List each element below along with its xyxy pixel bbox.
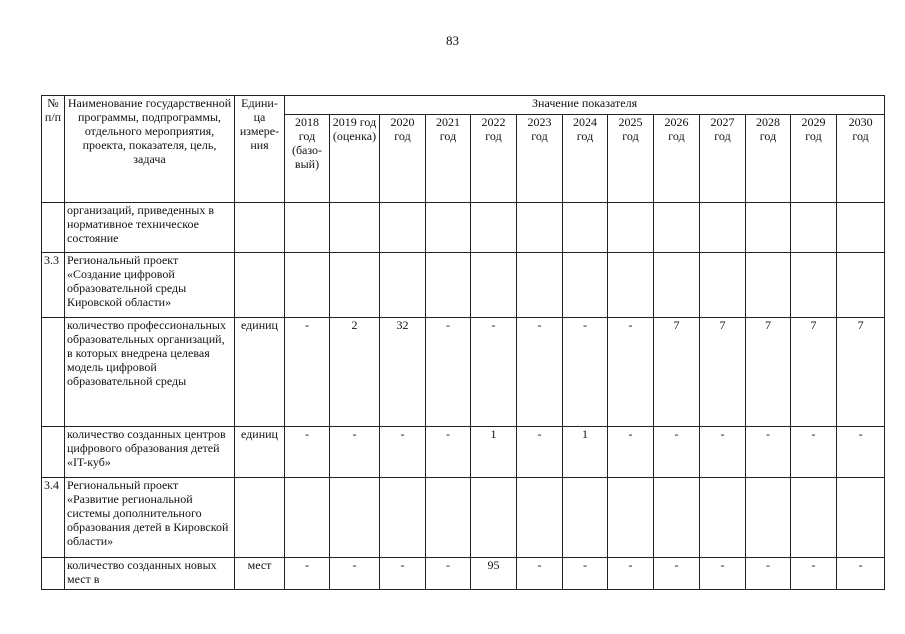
value-cell: - xyxy=(285,427,330,478)
row-unit: единиц xyxy=(235,318,285,427)
value-cell xyxy=(330,203,380,253)
value-cell xyxy=(700,478,746,558)
header-indicator-values: Значение показателя xyxy=(285,96,885,115)
value-cell xyxy=(285,478,330,558)
value-cell: 7 xyxy=(746,318,791,427)
value-cell: - xyxy=(330,427,380,478)
value-cell: - xyxy=(654,558,700,590)
value-cell: - xyxy=(517,427,563,478)
value-cell: 95 xyxy=(471,558,517,590)
value-cell: 1 xyxy=(563,427,608,478)
header-year: 2029 год xyxy=(791,115,837,203)
row-name: организаций, приведенных в нормативное техническое состояние xyxy=(65,203,235,253)
value-cell: - xyxy=(380,558,426,590)
header-year: 2018 год (базо-вый) xyxy=(285,115,330,203)
header-year: 2024 год xyxy=(563,115,608,203)
header-year: 2025 год xyxy=(608,115,654,203)
row-number xyxy=(42,318,65,427)
value-cell: 7 xyxy=(791,318,837,427)
value-cell xyxy=(285,203,330,253)
header-year: 2026 год xyxy=(654,115,700,203)
value-cell: - xyxy=(791,558,837,590)
value-cell xyxy=(791,203,837,253)
value-cell: 7 xyxy=(654,318,700,427)
value-cell: - xyxy=(285,558,330,590)
table-row xyxy=(42,318,885,427)
page-number: 83 xyxy=(446,33,459,48)
value-cell xyxy=(837,478,885,558)
value-cell xyxy=(654,253,700,318)
row-unit: единиц xyxy=(235,427,285,478)
value-cell xyxy=(608,478,654,558)
value-cell: 7 xyxy=(700,318,746,427)
value-cell xyxy=(563,203,608,253)
value-cell xyxy=(746,478,791,558)
value-cell xyxy=(330,478,380,558)
value-cell: - xyxy=(700,558,746,590)
value-cell xyxy=(426,203,471,253)
value-cell xyxy=(380,253,426,318)
value-cell: - xyxy=(837,558,885,590)
value-cell xyxy=(380,478,426,558)
header-year: 2020 год xyxy=(380,115,426,203)
value-cell xyxy=(746,203,791,253)
value-cell xyxy=(837,203,885,253)
value-cell xyxy=(654,478,700,558)
header-unit: Едини-ца измере-ния xyxy=(235,96,285,203)
value-cell xyxy=(563,253,608,318)
row-number: 3.3 xyxy=(42,253,65,318)
value-cell: - xyxy=(471,318,517,427)
value-cell xyxy=(563,478,608,558)
value-cell: - xyxy=(608,427,654,478)
value-cell: - xyxy=(746,427,791,478)
value-cell xyxy=(517,203,563,253)
row-number xyxy=(42,427,65,478)
table-row xyxy=(42,253,885,318)
value-cell xyxy=(426,478,471,558)
value-cell: - xyxy=(563,318,608,427)
row-name: количество созданных новых мест в xyxy=(65,558,235,590)
value-cell: - xyxy=(746,558,791,590)
value-cell xyxy=(517,478,563,558)
header-name: Наименование государственной программы, подпрограммы, отдельного мероприятия, проекта, показателя, цель, задача xyxy=(65,96,235,203)
row-name: количество профессиональных образовательных организаций, в которых внедрена целевая модель цифровой образовательной среды xyxy=(65,318,235,427)
value-cell xyxy=(791,478,837,558)
value-cell xyxy=(285,253,330,318)
value-cell xyxy=(608,253,654,318)
row-unit xyxy=(235,253,285,318)
row-number: 3.4 xyxy=(42,478,65,558)
value-cell xyxy=(471,253,517,318)
table-row xyxy=(42,427,885,478)
row-name: Региональный проект «Развитие региональной системы дополнительного образования детей в Кировской области» xyxy=(65,478,235,558)
value-cell xyxy=(654,203,700,253)
value-cell: - xyxy=(791,427,837,478)
header-year: 2027 год xyxy=(700,115,746,203)
header-year: 2023 год xyxy=(517,115,563,203)
value-cell xyxy=(471,203,517,253)
row-unit xyxy=(235,478,285,558)
value-cell xyxy=(791,253,837,318)
value-cell: 2 xyxy=(330,318,380,427)
table-row xyxy=(42,558,885,590)
header-year: 2021 год xyxy=(426,115,471,203)
value-cell: - xyxy=(426,427,471,478)
value-cell: - xyxy=(654,427,700,478)
row-name: количество созданных центров цифрового образования детей «IT-куб» xyxy=(65,427,235,478)
value-cell: - xyxy=(517,318,563,427)
header-year: 2019 год (оценка) xyxy=(330,115,380,203)
value-cell xyxy=(426,253,471,318)
row-number xyxy=(42,203,65,253)
value-cell xyxy=(746,253,791,318)
value-cell: - xyxy=(285,318,330,427)
header-year: 2030 год xyxy=(837,115,885,203)
value-cell: 1 xyxy=(471,427,517,478)
value-cell: - xyxy=(608,558,654,590)
value-cell: - xyxy=(426,558,471,590)
value-cell: - xyxy=(380,427,426,478)
row-name: Региональный проект «Создание цифровой образовательной среды Кировской области» xyxy=(65,253,235,318)
value-cell xyxy=(700,203,746,253)
value-cell: - xyxy=(517,558,563,590)
value-cell xyxy=(330,253,380,318)
value-cell: - xyxy=(563,558,608,590)
table-row xyxy=(42,203,885,253)
value-cell xyxy=(471,478,517,558)
value-cell xyxy=(837,253,885,318)
table-row xyxy=(42,478,885,558)
value-cell xyxy=(517,253,563,318)
row-number xyxy=(42,558,65,590)
value-cell: - xyxy=(330,558,380,590)
header-year: 2022 год xyxy=(471,115,517,203)
header-number: № п/п xyxy=(42,96,65,203)
row-unit xyxy=(235,203,285,253)
row-unit: мест xyxy=(235,558,285,590)
indicators-table xyxy=(41,95,885,590)
value-cell xyxy=(608,203,654,253)
header-year: 2028 год xyxy=(746,115,791,203)
value-cell: 7 xyxy=(837,318,885,427)
value-cell: - xyxy=(837,427,885,478)
value-cell xyxy=(380,203,426,253)
value-cell xyxy=(700,253,746,318)
value-cell: 32 xyxy=(380,318,426,427)
value-cell: - xyxy=(426,318,471,427)
value-cell: - xyxy=(608,318,654,427)
value-cell: - xyxy=(700,427,746,478)
